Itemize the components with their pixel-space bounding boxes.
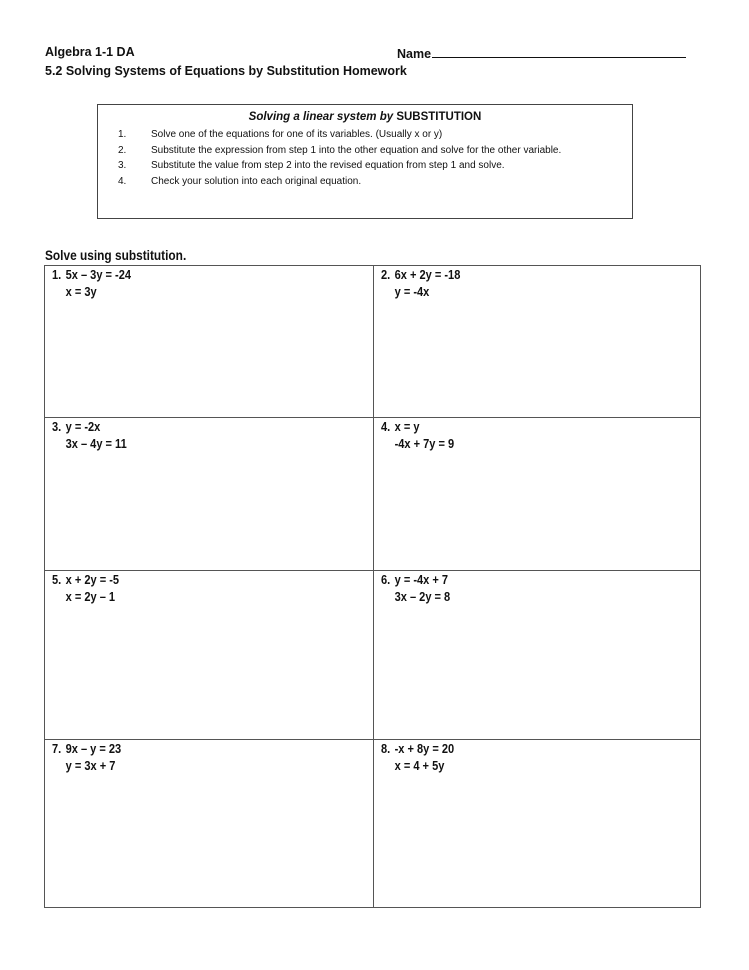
problem-equation-1: x + 2y = -5	[65, 572, 120, 587]
problem-cell[interactable]	[374, 418, 700, 571]
problem-equation-1: 6x + 2y = -18	[394, 267, 461, 282]
method-box	[97, 104, 633, 219]
step-number: 1.	[118, 129, 127, 140]
step-number: 3.	[118, 160, 127, 171]
problem-equation-2: x = 2y – 1	[65, 588, 116, 604]
name-field[interactable]	[397, 45, 686, 61]
problem-equation-2: x = 4 + 5y	[394, 757, 445, 773]
problem-equation-1: y = -4x + 7	[394, 572, 449, 587]
step-number: 2.	[118, 144, 127, 156]
method-box-title	[98, 111, 632, 123]
problem-cell[interactable]	[45, 571, 374, 740]
method-box-title-bold: SUBSTITUTION	[396, 111, 482, 123]
problem-number: 1.	[52, 267, 62, 282]
problem-text	[381, 267, 460, 300]
problem-equation-2: -4x + 7y = 9	[394, 435, 455, 451]
problem-cell[interactable]	[374, 571, 700, 740]
method-step	[118, 158, 561, 174]
problem-equation-2: y = -4x	[394, 283, 430, 299]
problem-cell[interactable]	[374, 740, 700, 907]
problem-cell[interactable]	[374, 266, 700, 418]
problem-equation-2: 3x – 2y = 8	[394, 588, 451, 604]
problem-equation-1: 9x – y = 23	[65, 741, 122, 756]
page-title: 5.2 Solving Systems of Equations by Substitution Homework	[45, 64, 407, 78]
method-step	[118, 143, 561, 159]
step-text: Check your solution into each original equation.	[151, 175, 362, 187]
problem-equation-1: 5x – 3y = -24	[65, 267, 132, 282]
problem-number: 6.	[381, 572, 391, 587]
method-step	[118, 127, 561, 143]
problem-equation-1: y = -2x	[65, 419, 101, 434]
problem-number: 5.	[52, 572, 62, 587]
problem-cell[interactable]	[45, 418, 374, 571]
step-text: Substitute the value from step 2 into the revised equation from step 1 and solve.	[151, 160, 505, 171]
method-step	[118, 174, 561, 190]
problem-number: 2.	[381, 267, 391, 282]
method-box-title-italic: Solving a linear system by	[248, 111, 394, 123]
step-text: Solve one of the equations for one of its variables. (Usually x or y)	[151, 129, 443, 140]
problem-cell[interactable]	[45, 266, 374, 418]
problem-number: 3.	[52, 419, 62, 434]
method-steps-list	[118, 127, 561, 189]
problem-text	[381, 419, 454, 452]
problem-text	[381, 741, 454, 774]
problem-number: 4.	[381, 419, 391, 434]
problem-text	[52, 267, 131, 300]
problem-equation-2: x = 3y	[65, 283, 97, 299]
problem-number: 7.	[52, 741, 62, 756]
problem-equation-2: y = 3x + 7	[65, 757, 116, 773]
step-text: Substitute the expression from step 1 into the other equation and solve for the other variable.	[151, 144, 562, 156]
problem-equation-2: 3x – 4y = 11	[65, 435, 127, 451]
problem-number: 8.	[381, 741, 391, 756]
name-label: Name	[397, 47, 432, 61]
problem-text	[52, 419, 127, 452]
problem-equation-1: -x + 8y = 20	[394, 741, 455, 756]
problem-grid	[44, 265, 701, 908]
problem-cell[interactable]	[45, 740, 374, 907]
step-number: 4.	[118, 175, 127, 187]
problem-equation-1: x = y	[394, 419, 420, 434]
course-label: Algebra 1-1 DA	[45, 45, 135, 59]
name-blank-line[interactable]	[432, 45, 686, 58]
problem-text	[52, 741, 121, 774]
problem-text	[52, 572, 119, 605]
instructions-heading: Solve using substitution.	[45, 248, 187, 263]
problem-text	[381, 572, 450, 605]
